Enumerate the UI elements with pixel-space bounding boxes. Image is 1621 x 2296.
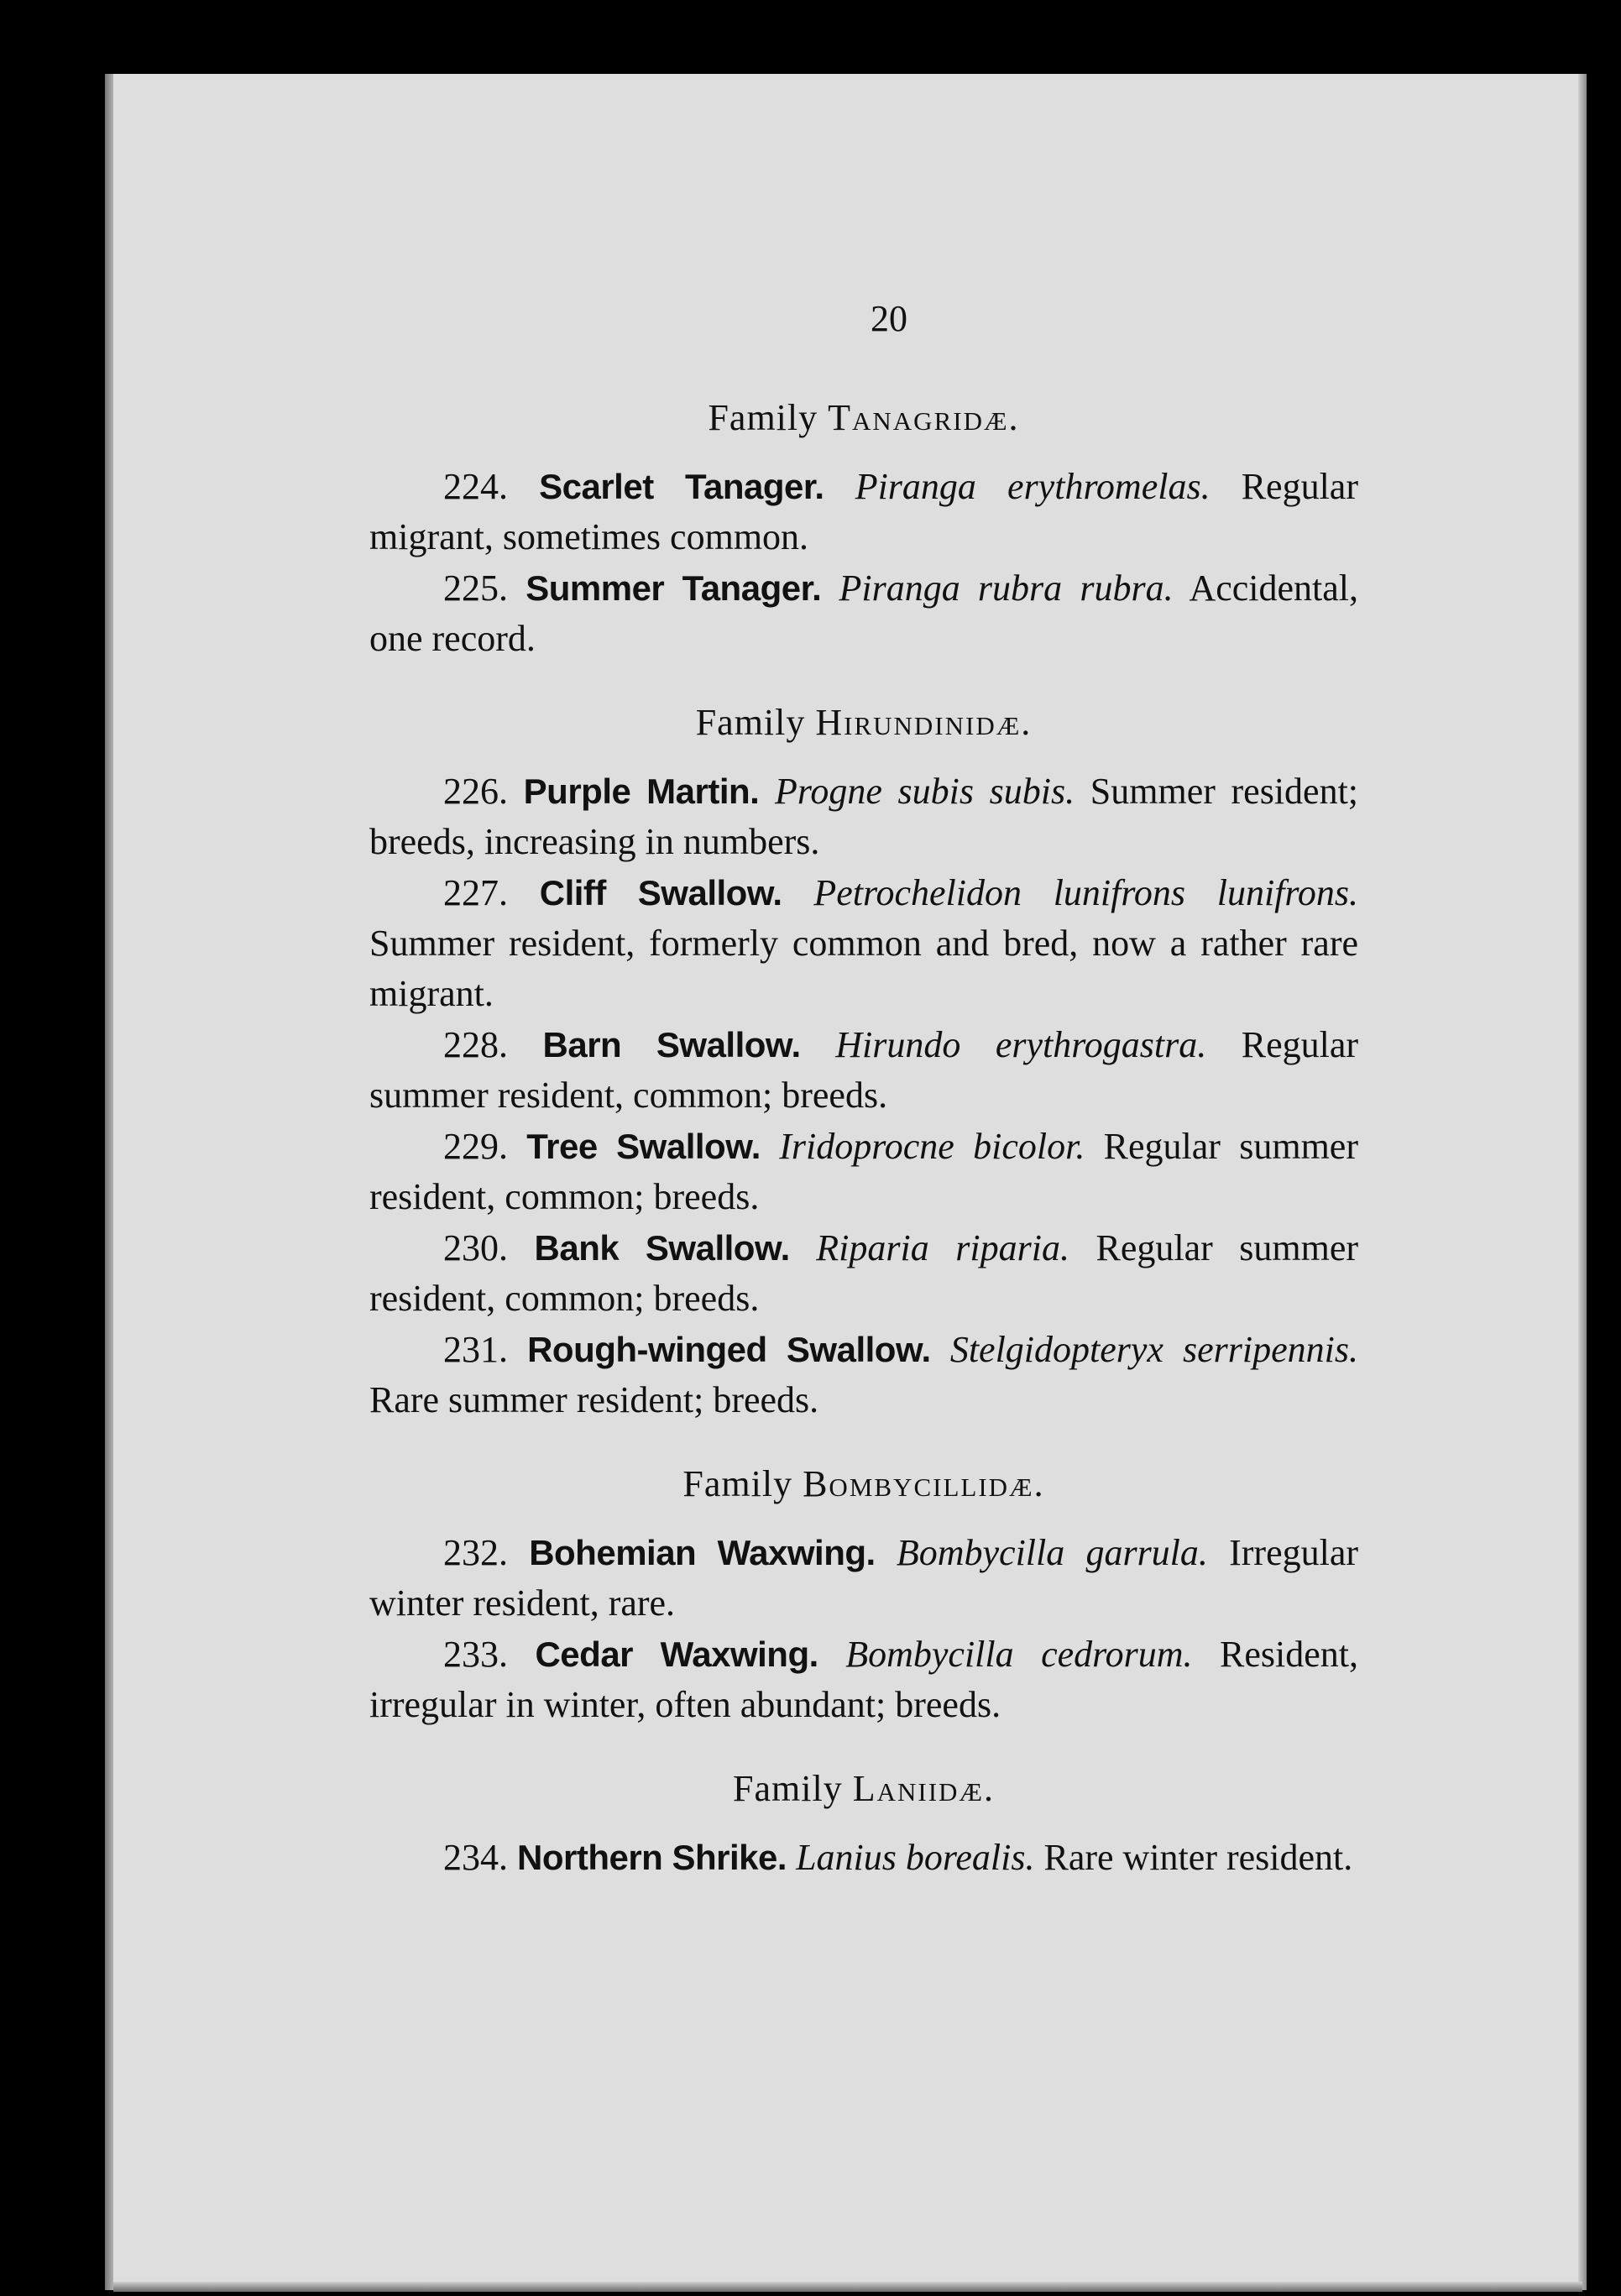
family-word: Family	[682, 1463, 793, 1504]
page-number: 20	[871, 298, 907, 339]
scientific-name: Piranga erythromelas.	[855, 466, 1211, 507]
common-name: Purple Martin.	[523, 771, 760, 811]
family-section	[369, 393, 1358, 664]
entry-description: Rare summer resident; breeds.	[369, 1379, 819, 1420]
scientific-name: Stelgidopteryx serripennis.	[949, 1329, 1359, 1370]
entry-number: 231.	[443, 1329, 508, 1370]
page-edge-bottom	[113, 2282, 1582, 2292]
common-name: Northern Shrike.	[517, 1838, 787, 1877]
species-entry	[369, 766, 1358, 867]
common-name: Cliff Swallow.	[539, 873, 782, 913]
family-name: Tanagridæ.	[828, 397, 1020, 438]
scientific-name: Progne subis subis.	[775, 771, 1075, 812]
scientific-name: Hirundo erythrogastra.	[835, 1024, 1207, 1065]
entry-number: 225.	[443, 567, 508, 609]
page-edge-right	[1578, 74, 1587, 2290]
family-name: Laniidæ.	[852, 1768, 995, 1809]
species-entry	[369, 1325, 1358, 1425]
family-name: Hirundinidæ.	[815, 702, 1033, 743]
family-word: Family	[708, 397, 818, 438]
family-heading	[369, 393, 1358, 443]
entry-description: Summer resident, formerly common and bred, now a rather rare migrant.	[369, 923, 1358, 1014]
scientific-name: Bombycilla cedrorum.	[845, 1634, 1193, 1675]
family-heading	[369, 1764, 1358, 1814]
scientific-name: Piranga rubra rubra.	[839, 567, 1174, 609]
entry-number: 226.	[443, 771, 508, 812]
entry-description: Rare winter resident.	[1043, 1837, 1353, 1878]
entry-description: Irregular winter resident, rare.	[369, 1532, 1359, 1624]
family-section	[369, 1459, 1358, 1730]
entry-number: 227.	[443, 872, 508, 913]
entry-description: Regular summer resident, common; breeds.	[369, 1126, 1358, 1217]
species-entry	[369, 1122, 1358, 1222]
common-name: Summer Tanager.	[526, 568, 822, 608]
entry-number: 228.	[443, 1024, 508, 1065]
scientific-name: Bombycilla garrula.	[896, 1532, 1208, 1573]
entry-description: Resident, irregular in winter, often abundant; breeds.	[369, 1634, 1359, 1725]
entry-description: Regular migrant, sometimes common.	[369, 466, 1358, 557]
scientific-name: Petrochelidon lunifrons lunifrons.	[813, 872, 1358, 913]
species-entry	[369, 1629, 1358, 1730]
common-name: Bank Swallow.	[534, 1228, 790, 1268]
scan-border-right	[1587, 74, 1621, 2296]
entry-number: 229.	[443, 1126, 508, 1167]
common-name: Rough-winged Swallow.	[527, 1330, 931, 1369]
scientific-name: Iridoprocne bicolor.	[779, 1126, 1085, 1167]
species-entry	[369, 563, 1358, 664]
common-name: Barn Swallow.	[542, 1025, 801, 1064]
entry-number: 232.	[443, 1532, 508, 1573]
page-text	[369, 294, 1358, 1884]
species-entry	[369, 1833, 1358, 1883]
scientific-name: Lanius borealis.	[796, 1837, 1035, 1878]
entry-description: Accidental, one record.	[369, 567, 1359, 659]
species-entry	[369, 868, 1358, 1019]
entry-description: Summer resident; breeds, increasing in numbers.	[369, 771, 1359, 862]
scientific-name: Riparia riparia.	[816, 1227, 1069, 1268]
family-word: Family	[695, 702, 806, 743]
common-name: Tree Swallow.	[526, 1127, 761, 1166]
entry-description: Regular summer resident, common; breeds.	[369, 1024, 1359, 1116]
family-heading	[369, 698, 1358, 748]
entry-number: 234.	[443, 1837, 508, 1878]
family-heading	[369, 1459, 1358, 1509]
species-entry	[369, 1020, 1358, 1121]
common-name: Scarlet Tanager.	[539, 467, 824, 506]
entry-description: Regular summer resident, common; breeds.	[369, 1227, 1359, 1319]
family-name: Bombycillidæ.	[803, 1463, 1045, 1504]
entry-number: 233.	[443, 1634, 508, 1675]
common-name: Bohemian Waxwing.	[529, 1533, 876, 1572]
entry-number: 224.	[443, 466, 508, 507]
species-entry	[369, 462, 1358, 562]
species-entry	[369, 1528, 1358, 1629]
entry-number: 230.	[443, 1227, 508, 1268]
species-entry	[369, 1223, 1358, 1324]
family-section	[369, 1764, 1358, 1883]
family-section	[369, 698, 1358, 1425]
common-name: Cedar Waxwing.	[535, 1634, 818, 1674]
family-word: Family	[733, 1768, 843, 1809]
